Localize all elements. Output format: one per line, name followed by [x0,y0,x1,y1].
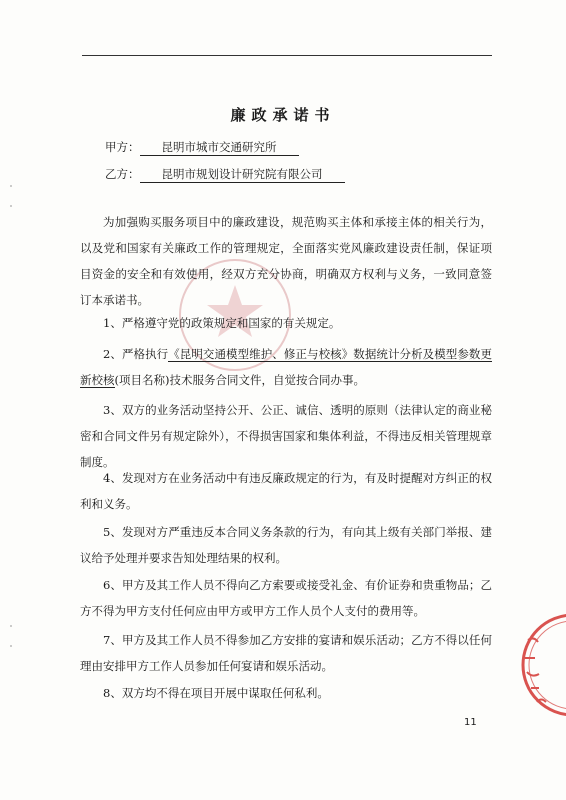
clause-6: 6、甲方及其工作人员不得向乙方索要或接受礼金、有价证券和贵重物品；乙方不得为甲方支付任何应由甲方或甲方工作人员个人支付的费用等。 [80,578,492,618]
clause-2-project-name: 《昆明交通模型维护、修正与校核》数据统计分析及模型参数更新校核 [80,347,492,387]
clause-2-suffix: (项目名称)技术服务合同文件，自觉按合同办事。 [114,373,365,387]
clause-1: 1、严格遵守党的政策规定和国家的有关规定。 [103,316,341,330]
clause-2 [80,341,492,393]
header-rule [82,55,492,56]
clause-8: 8、双方均不得在项目开展中谋取任何私利。 [103,686,329,700]
party-a-value: 昆明市城市交通研究所 [140,139,299,156]
clause-3: 3、双方的业务活动坚持公开、公正、诚信、透明的原则（法律认定的商业秘密和合同文件另有规定除外），不得损害国家和集体利益，不得违反相关管理规章制度。 [80,403,492,469]
party-a-line [105,139,299,156]
party-b-label: 乙方： [105,167,140,181]
clause-4: 4、发现对方在业务活动中有违反廉政规定的行为，有及时提醒对方纠正的权利和义务。 [80,471,492,511]
clause-5: 5、发现对方严重违反本合同义务条款的行为，有向其上级有关部门举报、建议给予处理并要求告知处理结果的权利。 [80,525,492,565]
intro-paragraph: 为加强购买服务项目中的廉政建设，规范购买主体和承接主体的相关行为，以及党和国家有关廉政工作的管理规定，全面落实党风廉政建设责任制，保证项目资金的安全和有效使用，经双方充分协商，明确双方权利与义务，一致同意签订本承诺书。 [80,215,492,307]
party-b-line [105,166,345,183]
scan-mark [10,625,12,627]
clause-2-prefix: 2、严格执行 [103,347,169,361]
clause-7: 7、甲方及其工作人员不得参加乙方安排的宴请和娱乐活动；乙方不得以任何理由安排甲方工作人员参加任何宴请和娱乐活动。 [80,633,492,673]
scan-mark [10,205,12,207]
party-b-value: 昆明市规划设计研究院有限公司 [140,166,345,183]
scan-mark [10,185,12,187]
company-seal-stamp [503,610,566,720]
page-number: 11 [464,717,477,728]
party-a-label: 甲方： [105,140,140,154]
page-title: 廉政承诺书 [230,106,336,124]
scan-mark [10,645,12,647]
